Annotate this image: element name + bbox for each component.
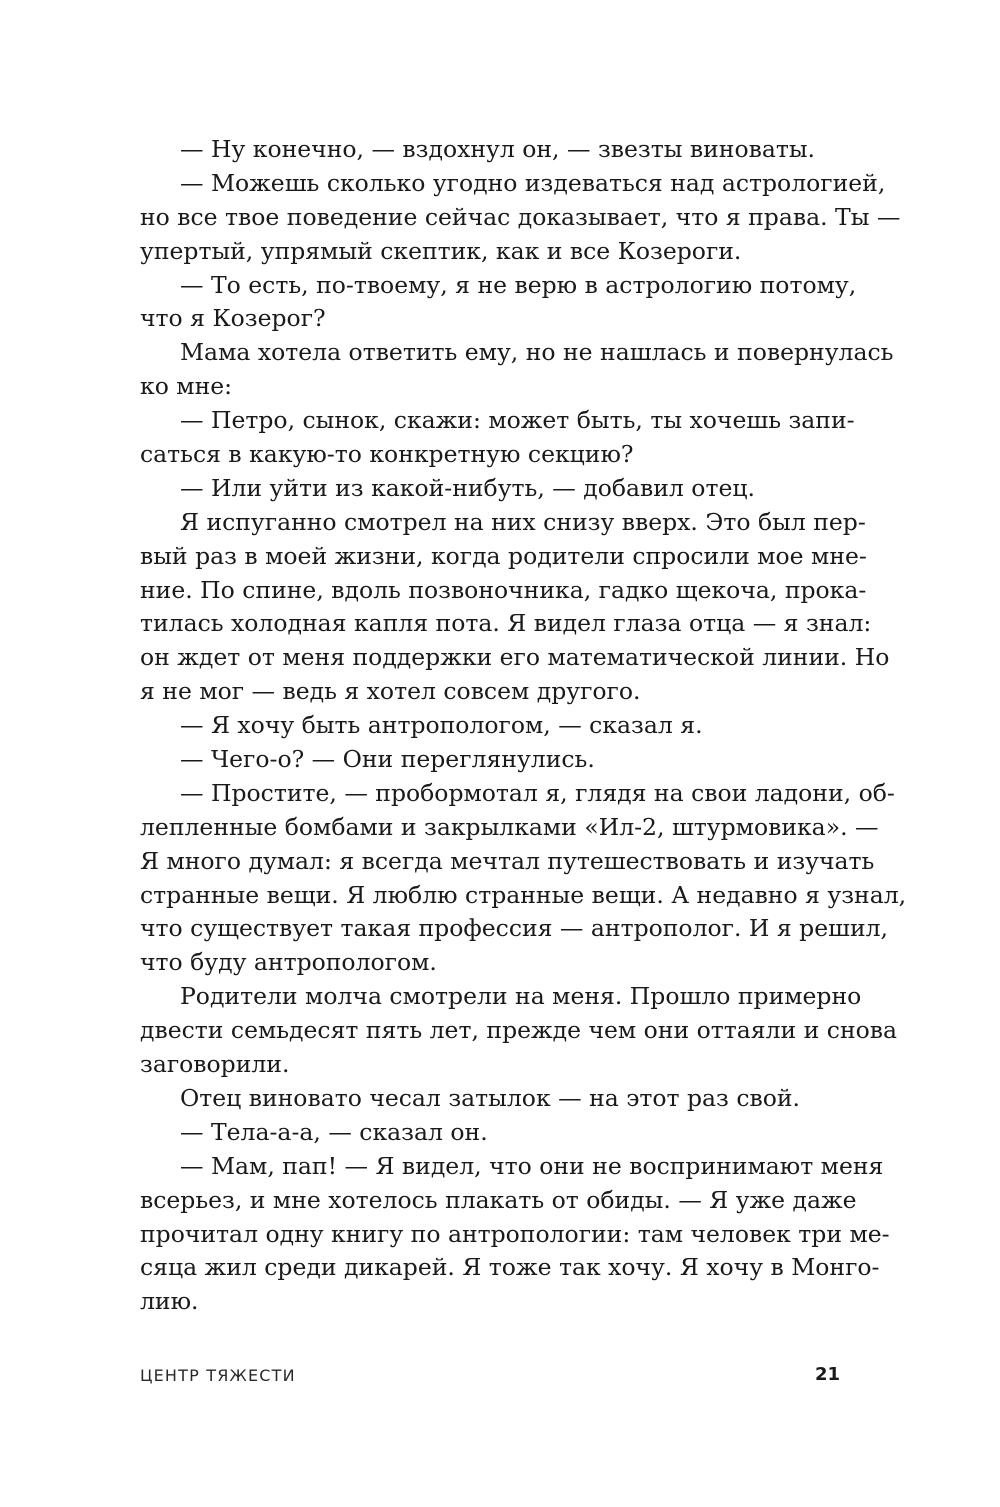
text-line: Я испуганно смотрел на них снизу вверх. Это был пер- [180,507,866,536]
text-line: сяца жил среди дикарей. Я тоже так хочу. Я хочу в Монго- [140,1253,880,1282]
text-line: Родители молча смотрели на меня. Прошло примерно [180,982,862,1011]
text-line: он ждет от меня поддержки его математической линии. Но [140,643,890,672]
text-line: Мама хотела ответить ему, но не нашлась и повернулась [180,338,894,367]
text-line: странные вещи. Я люблю странные вещи. А недавно я узнал, [140,880,907,909]
text-line: — Чего-о? — Они переглянулись. [180,745,595,774]
text-line: лию. [140,1287,199,1316]
text-line: — Можешь сколько угодно издеваться над астрологией, [180,168,886,197]
text-line: упертый, упрямый скептик, как и все Козероги. [140,236,742,265]
text-line: что буду антропологом. [140,948,437,977]
running-title: ЦЕНТР ТЯЖЕСТИ [140,1366,296,1385]
text-line: я не мог — ведь я хотел совсем другого. [140,677,641,706]
text-line: но все твое поведение сейчас доказывает, что я права. Ты — [140,202,901,231]
text-line: — Петро, сынок, скажи: может быть, ты хочешь запи- [180,406,855,435]
page-number: 21 [814,1364,840,1385]
body-text [140,133,907,1319]
text-line: — Я хочу быть антропологом, — сказал я. [180,711,703,740]
text-line: — Ну конечно, — вздохнул он, — звезты виноваты. [180,135,816,163]
text-line: тилась холодная капля пота. Я видел глаза отца — я знал: [140,609,872,638]
text-line: — То есть, по-твоему, я не верю в астрологию потому, [180,270,857,299]
text-line: заговорили. [140,1050,290,1079]
text-line: саться в какую-то конкретную секцию? [140,440,634,469]
page-footer [140,1366,840,1390]
text-line: — Или уйти из какой-нибуть, — добавил отец. [180,473,755,502]
text-line: — Тела-а-а, — сказал он. [180,1117,488,1146]
text-line: вый раз в моей жизни, когда родители спросили мое мне- [140,541,867,570]
text-line: ние. По спине, вдоль позвоночника, гадко щекоча, прока- [140,575,867,604]
text-line: — Мам, пап! — Я видел, что они не воспринимают меня [180,1151,884,1180]
text-line: ко мне: [140,372,233,401]
text-line: двести семьдесят пять лет, прежде чем они оттаяли и снова [140,1016,898,1045]
text-line: Я много думал: я всегда мечтал путешествовать и изучать [140,846,875,875]
text-line: что существует такая профессия — антрополог. И я решил, [140,914,889,943]
text-line: — Простите, — пробормотал я, глядя на свои ладони, об- [180,778,895,807]
text-line: Отец виновато чесал затылок — на этот раз свой. [180,1083,801,1112]
text-line: всерьез, и мне хотелось плакать от обиды. — Я уже даже [140,1185,857,1214]
text-line: лепленные бомбами и закрылками «Ил-2, штурмовика». — [140,812,879,841]
text-line: прочитал одну книгу по антропологии: там человек три ме- [140,1219,890,1248]
text-line: что я Козерог? [140,304,326,333]
